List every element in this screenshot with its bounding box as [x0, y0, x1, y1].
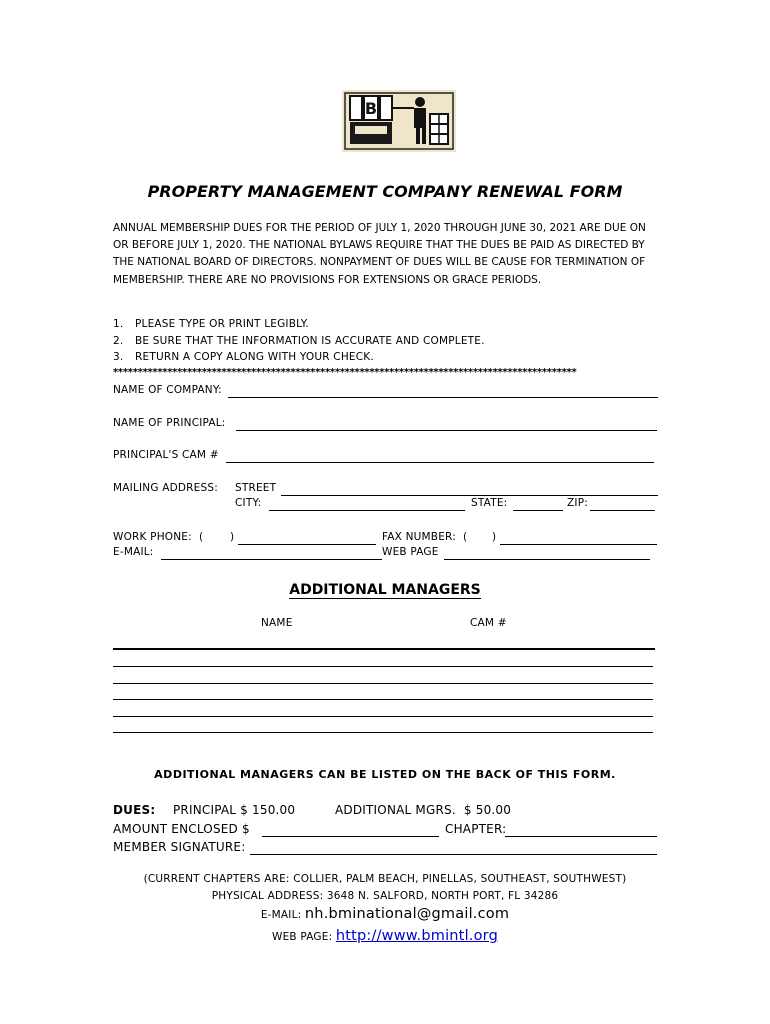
- city-field[interactable]: [269, 510, 465, 511]
- work-phone-paren: ): [230, 531, 235, 543]
- physical-address: PHYSICAL ADDRESS: 3648 N. SALFORD, NORTH PORT, FL 34286: [211, 890, 559, 902]
- current-chapters: (CURRENT CHAPTERS ARE: COLLIER, PALM BEACH, PINELLAS, SOUTHEAST, SOUTHWEST): [143, 873, 627, 885]
- table-top-rule: [113, 648, 655, 650]
- footer-email-label: E-MAIL:: [260, 909, 302, 921]
- company-name-field[interactable]: [228, 397, 658, 398]
- manager-row-line[interactable]: [113, 666, 653, 667]
- form-title: PROPERTY MANAGEMENT COMPANY RENEWAL FORM: [147, 182, 623, 201]
- email-label: E-MAIL:: [113, 546, 154, 558]
- web-line: [0, 928, 770, 944]
- mailing-address-label: MAILING ADDRESS:: [113, 482, 218, 494]
- intro-paragraph: ANNUAL MEMBERSHIP DUES FOR THE PERIOD OF JULY 1, 2020 THROUGH JUNE 30, 2021 ARE DUE ON OR BEFORE JULY 1, 2020. THE NATIONAL BYLAWS REQUIRE THAT THE DUES BE PAID AS DIRECTED BY THE NATIONAL BOARD OF DIRECTORS. NONPAYMENT OF DUES WILL BE CAUSE FOR TERMINATION OF MEMBERSHIP. THERE ARE NO PROVISIONS FOR EXTENSIONS OR GRACE PERIODS.: [113, 222, 646, 286]
- additional-managers-heading: ADDITIONAL MANAGERS: [289, 582, 481, 598]
- footer-web-link[interactable]: http://www.bmintl.org: [335, 928, 498, 944]
- instruction-number: 1.: [113, 318, 124, 330]
- street-label: STREET: [235, 482, 277, 494]
- amount-enclosed-field[interactable]: [262, 836, 439, 837]
- organization-logo: [342, 90, 456, 152]
- instruction-number: 3.: [113, 351, 124, 363]
- state-label: STATE:: [471, 497, 508, 509]
- city-label: CITY:: [235, 497, 262, 509]
- footer-email[interactable]: nh.bminational@gmail.com: [304, 906, 510, 922]
- zip-label: ZIP:: [567, 497, 588, 509]
- web-page-field[interactable]: [444, 559, 650, 560]
- email-field[interactable]: [161, 559, 382, 560]
- footer-web-label: WEB PAGE:: [271, 931, 333, 943]
- member-signature-label: MEMBER SIGNATURE:: [113, 840, 246, 854]
- amount-enclosed-label: AMOUNT ENCLOSED $: [113, 822, 250, 836]
- fax-number-paren: ): [492, 531, 497, 543]
- principal-cam-label: PRINCIPAL'S CAM #: [113, 449, 219, 461]
- instruction-text: PLEASE TYPE OR PRINT LEGIBLY.: [135, 318, 309, 330]
- name-column-header: NAME: [261, 617, 293, 629]
- cam-column-header: CAM #: [470, 617, 507, 629]
- additional-managers-note: ADDITIONAL MANAGERS CAN BE LISTED ON THE BACK OF THIS FORM.: [154, 768, 616, 781]
- manager-row-line[interactable]: [113, 716, 653, 717]
- zip-field[interactable]: [590, 510, 655, 511]
- fax-number-label: FAX NUMBER: (: [382, 531, 468, 543]
- manager-row-line[interactable]: [113, 683, 653, 684]
- manager-row-line[interactable]: [113, 699, 653, 700]
- chapter-label: CHAPTER:: [445, 822, 507, 836]
- chapter-field[interactable]: [505, 836, 657, 837]
- manager-row-line[interactable]: [113, 732, 653, 733]
- principal-cam-field[interactable]: [226, 462, 654, 463]
- company-name-label: NAME OF COMPANY:: [113, 384, 222, 396]
- instruction-text: BE SURE THAT THE INFORMATION IS ACCURATE AND COMPLETE.: [135, 335, 485, 347]
- dues-label: DUES:: [113, 803, 156, 817]
- instruction-number: 2.: [113, 335, 124, 347]
- street-field[interactable]: [281, 495, 658, 496]
- principal-name-label: NAME OF PRINCIPAL:: [113, 417, 226, 429]
- web-page-label: WEB PAGE: [382, 546, 439, 558]
- logo-letter: B: [364, 99, 378, 118]
- email-line: [0, 906, 770, 922]
- work-phone-label: WORK PHONE: (: [113, 531, 204, 543]
- state-field[interactable]: [513, 510, 563, 511]
- principal-dues: PRINCIPAL $ 150.00: [173, 803, 296, 817]
- fax-number-field[interactable]: [500, 544, 657, 545]
- principal-name-field[interactable]: [236, 430, 657, 431]
- additional-mgrs-dues: ADDITIONAL MGRS. $ 50.00: [335, 803, 512, 817]
- work-phone-field[interactable]: [238, 544, 376, 545]
- member-signature-field[interactable]: [250, 854, 657, 855]
- instruction-text: RETURN A COPY ALONG WITH YOUR CHECK.: [135, 351, 374, 363]
- separator-line: **********************************************************************************************: [113, 367, 577, 378]
